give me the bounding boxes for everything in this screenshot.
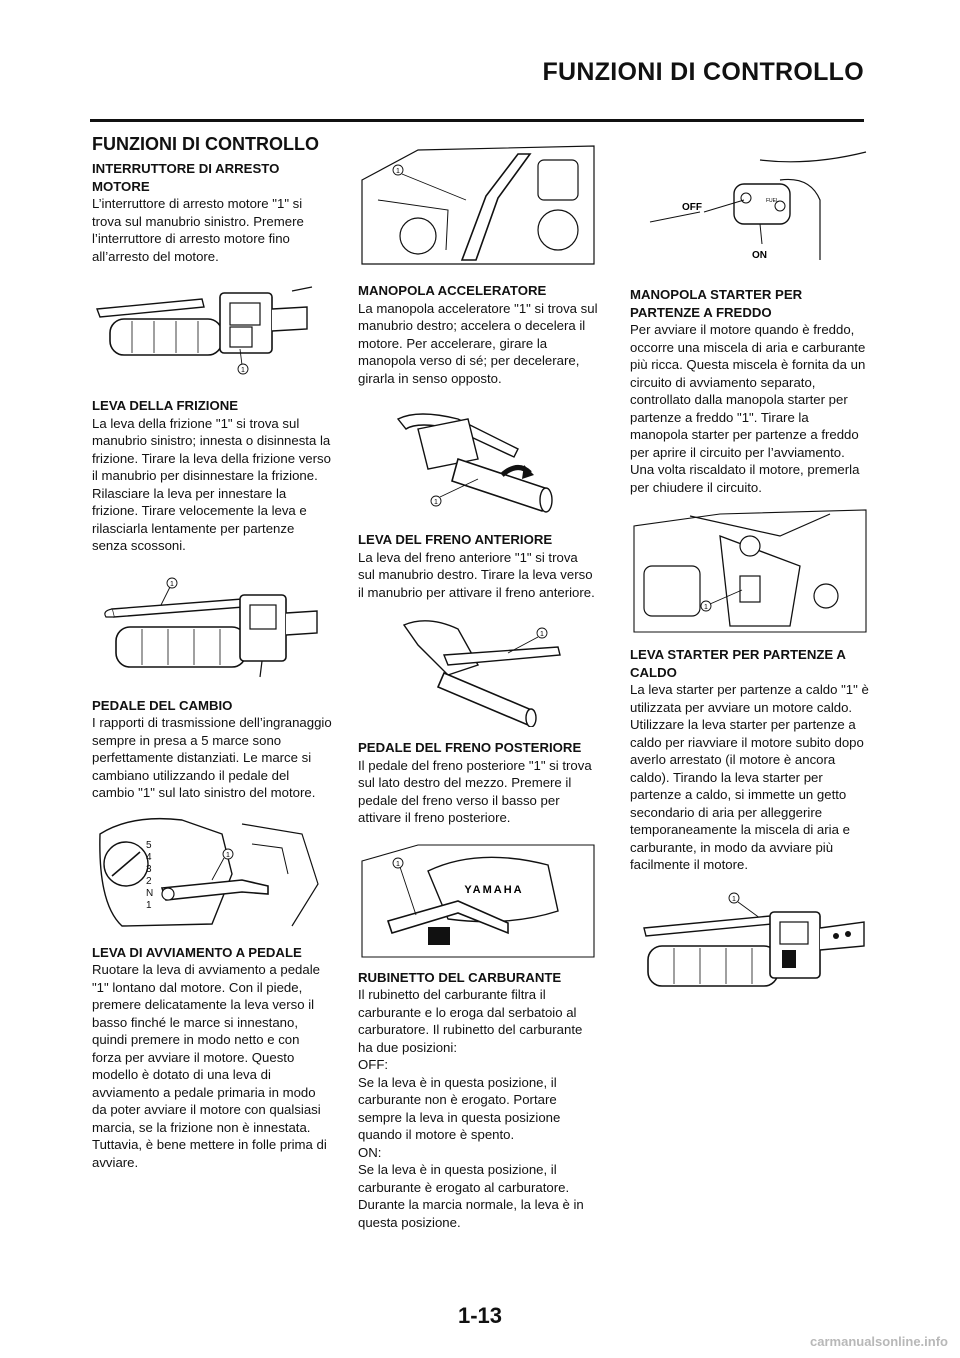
shift-pedal-block (92, 697, 332, 802)
kill-switch-text: L’interruttore di arresto motore "1" si trova sul manubrio sinistro. Premere l’interruttore di arresto motore fino all’arresto del motore. (92, 196, 304, 264)
shift-pedal-figure (92, 814, 332, 934)
gear-2: 2 (146, 875, 152, 887)
cold-starter-text: Per avviare il motore quando è freddo, occorre una miscela di aria e carburante più ricca. Questa miscela è fornita da un circuito di avviamento separato, controllato dalla manopola starter per partenze a freddo "1". Tirare la manopola starter per partenze a freddo per aprire il circuito per l’avviamento. Una volta riscaldato il motore, premerla per chiudere il circuito. (630, 322, 866, 495)
callout-1: 1 (396, 860, 400, 868)
fuel-cock-heading: RUBINETTO DEL CARBURANTE (358, 969, 562, 985)
fuel-off-label: OFF: (358, 1057, 389, 1072)
gear-1: 1 (146, 899, 152, 911)
front-brake-figure (358, 615, 598, 727)
kill-switch-block (92, 160, 332, 265)
fuel-on-text: Se la leva è in questa posizione, il carburante è erogato al carburatore. Durante la marcia normale, la leva è in questa posizione. (358, 1162, 584, 1230)
callout-1: 1 (540, 631, 544, 638)
throttle-grip-figure (358, 399, 598, 519)
hot-starter-figure (630, 888, 870, 1000)
shift-pedal-text: I rapporti di trasmissione dell’ingranaggio sempre in presa a 5 marce sono perfettamente distanziati. Le marce si cambiano utilizzando il pedale del cambio "1" sul lato sinistro del motore. (92, 715, 332, 800)
rear-brake-heading: PEDALE DEL FRENO POSTERIORE (358, 740, 582, 755)
fuel-cock-intro: Il rubinetto del carburante filtra il carburante e lo eroga dal serbatoio al carburatore. Il rubinetto del carburante ha due posizioni: (358, 987, 583, 1055)
column-right (630, 128, 870, 1000)
front-brake-text: La leva del freno anteriore "1" si trova sul manubrio destro. Tirare la leva verso il manubrio per attivare il freno anteriore. (358, 549, 595, 600)
kickstarter-figure (358, 140, 598, 270)
gear-5: 5 (146, 839, 152, 851)
hot-starter-block (630, 646, 870, 874)
front-brake-heading: LEVA DEL FRENO ANTERIORE (358, 532, 553, 547)
kill-switch-heading: INTERRUTTORE DI ARRESTO MOTORE (92, 161, 280, 194)
rear-brake-figure (358, 841, 598, 961)
clutch-lever-block (92, 397, 332, 555)
gear-4: 4 (146, 851, 152, 863)
kickstarter-text: Ruotare la leva di avviamento a pedale "1" lontano dal motore. Con il piede, premere delicatamente la leva verso il basso finché le marce si innestano, quindi premere in modo netto e con forza per avviare il motore. Questo modello è dotato di una leva di avviamento a pedale primaria in modo da poter avviare il motore con qualsiasi marcia, se la frizione non è innestata. Tuttavia, è bene mettere in folle prima di avviare. (92, 962, 327, 1170)
watermark: carmanualsonline.info (810, 1334, 948, 1349)
page-number: 1-13 (457, 1303, 503, 1328)
fuel-cock-block (358, 969, 598, 1232)
kickstarter-block (92, 944, 332, 1172)
callout-1: 1 (226, 851, 230, 859)
fuel-tag-label: FUEL (766, 198, 779, 204)
fuel-off-callout: OFF (682, 202, 702, 213)
throttle-grip-heading: MANOPOLA ACCELERATORE (358, 283, 547, 298)
clutch-lever-heading: LEVA DELLA FRIZIONE (92, 398, 239, 413)
cold-starter-figure (630, 506, 870, 636)
clutch-lever-figure (92, 573, 332, 683)
callout-1: 1 (170, 580, 174, 588)
throttle-grip-block (358, 282, 598, 387)
shift-pedal-heading: PEDALE DEL CAMBIO (92, 697, 233, 713)
fuel-cock-figure (630, 140, 870, 270)
fuel-on-callout: ON (752, 250, 767, 261)
callout-1: 1 (241, 367, 245, 374)
header-rule (90, 119, 864, 122)
hot-starter-heading: LEVA STARTER PER PARTENZE A CALDO (630, 647, 846, 680)
rear-brake-block (358, 739, 598, 827)
column-left (92, 128, 332, 1171)
cold-starter-heading: MANOPOLA STARTER PER PARTENZE A FREDDO (630, 287, 803, 320)
callout-1: 1 (704, 604, 708, 611)
cold-starter-block (630, 286, 870, 496)
gear-3: 3 (146, 863, 152, 875)
rear-brake-text: Il pedale del freno posteriore "1" si trova sul lato destro del mezzo. Premere il pedale del freno verso il basso per attivare il freno posteriore. (358, 757, 592, 825)
brand-logo: YAMAHA (464, 883, 524, 896)
kill-switch-figure (92, 279, 332, 379)
page-header-title: FUNZIONI DI CONTROLLO (542, 58, 864, 86)
callout-1: 1 (396, 168, 400, 175)
hot-starter-text: La leva starter per partenze a caldo "1" è utilizzata per avviare un motore caldo. Utilizzare la leva starter per partenze a caldo per riavviare il motore subito dopo averlo arrestato (il motore è ancora caldo). Tirando la leva starter per partenze a caldo, si immette un getto secondario di aria per alleggerire temporaneamente la miscela di aria e carburante, in modo da avviare più facilmente il motore. (630, 682, 869, 872)
fuel-off-text: Se la leva è in questa posizione, il carburante non è erogato. Portare sempre la leva in questa posizione quando il motore è spento. (358, 1074, 561, 1142)
section-title: FUNZIONI DI CONTROLLO (92, 134, 319, 154)
gear-n: N (146, 887, 154, 899)
fuel-on-label: ON: (358, 1144, 382, 1160)
throttle-grip-text: La manopola acceleratore "1" si trova sul manubrio destro; accelera o decelera il motore. Per accelerare, girare la manopola verso di sé; per decelerare, girarla in senso opposto. (358, 300, 598, 386)
kickstarter-heading: LEVA DI AVVIAMENTO A PEDALE (92, 944, 302, 960)
front-brake-block (358, 531, 598, 601)
clutch-lever-text: La leva della frizione "1" si trova sul manubrio sinistro; innesta o disinnesta la frizione. Tirare la leva della frizione verso il manubrio per disinnestare la frizione. Rilasciare la leva per innestare la frizione. Tirare velocemente la leva e rilasciarla lentamente per partenze senza scossoni. (92, 415, 331, 553)
callout-1: 1 (732, 895, 736, 903)
column-middle (358, 128, 598, 1231)
callout-1: 1 (434, 499, 438, 506)
